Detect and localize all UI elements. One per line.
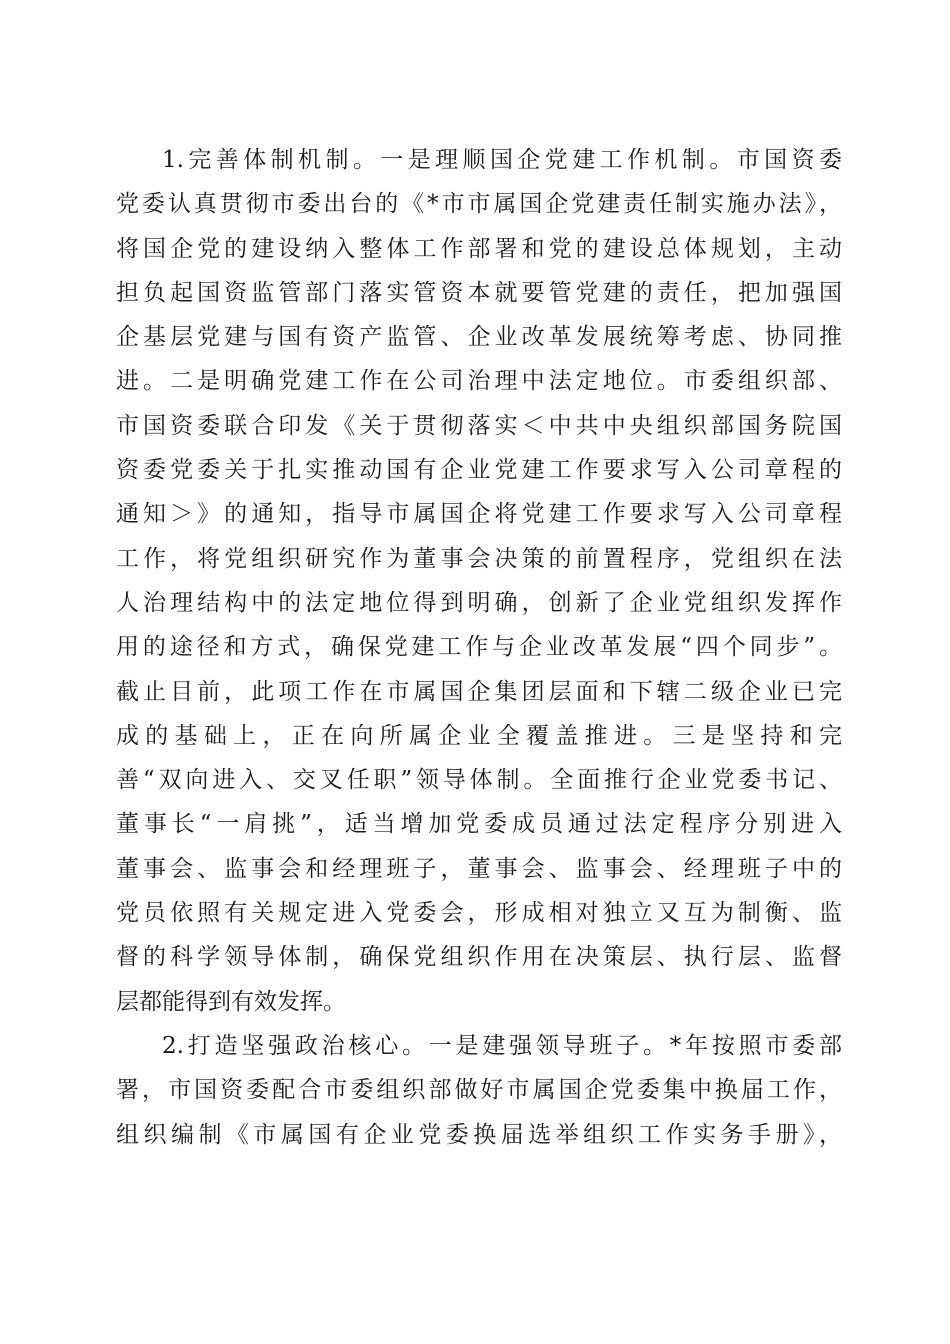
- text-line: 组织编制《市属国有企业党委换届选举组织工作实务手册》，: [116, 1121, 842, 1148]
- text-line: 党委认真贯彻市委出台的《*市市属国企党建责任制实施办法》，: [116, 191, 842, 218]
- text-line: 通知＞》的通知，指导市属国企将党建工作要求写入公司章程: [116, 501, 842, 528]
- text-line: 善“双向进入、交叉任职”领导体制。全面推行企业党委书记、: [116, 767, 842, 794]
- text-line: 1.完善体制机制。一是理顺国企党建工作机制。市国资委: [162, 147, 842, 173]
- text-line: 用的途径和方式，确保党建工作与企业改革发展“四个同步”。: [116, 634, 842, 661]
- text-line: 董事会、监事会和经理班子，董事会、监事会、经理班子中的: [116, 855, 842, 882]
- text-line: 党员依照有关规定进入党委会，形成相对独立又互为制衡、监: [116, 900, 842, 927]
- text-line: 担负起国资监管部门落实管资本就要管党建的责任，把加强国: [116, 279, 842, 306]
- text-line: 进。二是明确党建工作在公司治理中法定地位。市委组织部、: [116, 368, 842, 395]
- text-line: 层都能得到有效发挥。: [116, 988, 346, 1015]
- text-line: 人治理结构中的法定地位得到明确，创新了企业党组织发挥作: [116, 589, 842, 616]
- text-line: 市国资委联合印发《关于贯彻落实＜中共中央组织部国务院国: [116, 412, 842, 439]
- text-line: 企基层党建与国有资产监管、企业改革发展统筹考虑、协同推: [116, 324, 842, 351]
- text-line: 署，市国资委配合市委组织部做好市属国企党委集中换届工作，: [116, 1077, 842, 1104]
- text-line: 将国企党的建设纳入整体工作部署和党的建设总体规划，主动: [116, 235, 842, 262]
- text-line: 成的基础上，正在向所属企业全覆盖推进。三是坚持和完: [116, 722, 842, 749]
- document-body: [116, 138, 842, 1157]
- text-line: 截止目前，此项工作在市属国企集团层面和下辖二级企业已完: [116, 678, 842, 705]
- text-line: 督的科学领导体制，确保党组织作用在决策层、执行层、监督: [116, 944, 842, 971]
- paragraph-2: [116, 1024, 842, 1157]
- text-line: 工作，将党组织研究作为董事会决策的前置程序，党组织在法: [116, 545, 842, 572]
- text-line: 2.打造坚强政治核心。一是建强领导班子。*年按照市委部: [162, 1032, 842, 1059]
- text-line: 资委党委关于扎实推动国有企业党建工作要求写入公司章程的: [116, 457, 842, 484]
- paragraph-1: [116, 138, 842, 1024]
- text-line: 董事长“一肩挑”，适当增加党委成员通过法定程序分别进入: [116, 811, 842, 838]
